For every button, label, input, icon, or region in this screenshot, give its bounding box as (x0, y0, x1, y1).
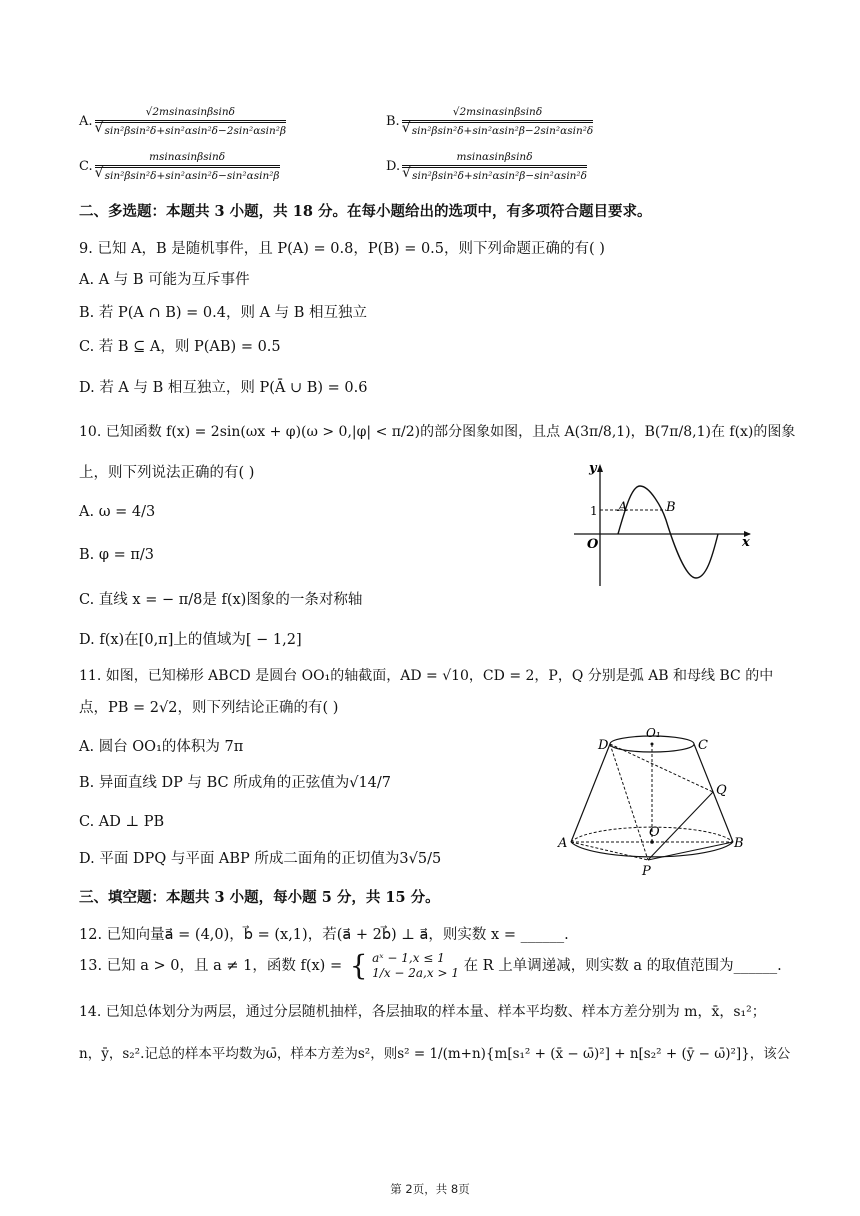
segment-dp (610, 744, 648, 860)
section2-title: 二、多选题：本题共 3 小题，共 18 分。在每小题给出的选项中，有多项符合题目要求。 (79, 203, 652, 220)
q9-option-b: B. 若 P(A ∩ B) = 0.4，则 A 与 B 相互独立 (79, 305, 368, 321)
q11-stem-line1: 11. 如图，已知梯形 ABCD 是圆台 OO₁的轴截面，AD = √10，CD = 2，P，Q 分别是弧 AB 和母线 BC 的中 (79, 668, 774, 684)
denominator: √ sin²βsin²δ+sin²αsin²β−2sin²αsin²δ (402, 122, 594, 139)
q9-stem: 9. 已知 A，B 是随机事件，且 P(A) = 0.8，P(B) = 0.5，则下列命题正确的有( ) (79, 241, 605, 257)
option-label: A. (79, 114, 93, 129)
graph-label-b: B (666, 500, 676, 515)
q10-option-c: C. 直线 x = − π/8是 f(x)图象的一条对称轴 (79, 592, 363, 608)
q13-case2: 1/x − 2a,x > 1 (372, 966, 459, 980)
option-fraction (402, 105, 594, 139)
denominator: √ sin²βsin²δ+sin²αsin²δ−sin²αsin²β (95, 167, 280, 184)
label-o: O (649, 825, 660, 840)
q9-option-c: C. 若 B ⊆ A，则 P(AB) = 0.5 (79, 339, 281, 355)
q10-option-d: D. f(x)在[0,π]上的值域为[ − 1,2] (79, 632, 302, 648)
q11-option-d: D. 平面 DPQ 与平面 ABP 所成二面角的正切值为3√5/5 (79, 851, 442, 867)
q13 (79, 951, 782, 981)
section3-title: 三、填空题：本题共 3 小题，每小题 5 分，共 15 分。 (79, 889, 440, 906)
q11-frustum-figure (556, 726, 752, 878)
q9-option-d: D. 若 A 与 B 相互独立，则 P(Ā ∪ B) = 0.6 (79, 380, 368, 396)
numerator: msinαsinβsinδ (95, 150, 280, 166)
q9-option-a: A. A 与 B 可能为互斥事件 (79, 272, 250, 288)
option-label: B. (386, 114, 400, 129)
q12: 12. 已知向量a⃗ = (4,0)，b⃗ = (x,1)，若(a⃗ + 2b⃗) ⊥ a⃗，则实数 x = ______. (79, 927, 569, 943)
graph-label-one: 1 (590, 504, 598, 518)
option-label: D. (386, 159, 401, 174)
q11-option-a: A. 圆台 OO₁的体积为 7π (79, 739, 244, 755)
q8-option-d (386, 150, 587, 184)
numerator: msinαsinβsinδ (402, 150, 587, 166)
q13-brace: { (349, 949, 368, 982)
q10-stem-line1: 10. 已知函数 f(x) = 2sin(ωx + φ)(ω > 0,|φ| < π/2)的部分图象如图，且点 A(3π/8,1)，B(7π/8,1)在 f(x)的图象 (79, 424, 796, 440)
label-a: A (558, 836, 568, 851)
graph-label-origin: O (587, 537, 599, 552)
option-fraction (402, 150, 587, 184)
numerator: √2msinαsinβsinδ (402, 105, 594, 121)
option-fraction (95, 105, 287, 139)
point-o (650, 840, 654, 844)
denominator: √ sin²βsin²δ+sin²αsin²β−sin²αsin²δ (402, 167, 587, 184)
q13-post: 在 R 上单调递减，则实数 a 的取值范围为______. (463, 958, 782, 974)
numerator: √2msinαsinβsinδ (95, 105, 287, 121)
graph-label-x: x (742, 535, 750, 550)
segment-ap (571, 842, 648, 860)
q10-option-b: B. φ = π/3 (79, 547, 155, 563)
segment-pb (648, 842, 733, 860)
q8-option-a (79, 105, 286, 139)
generatrix-bc (694, 744, 733, 842)
q8-option-c (79, 150, 280, 184)
q13-cases (372, 951, 459, 981)
bottom-ellipse-front (571, 842, 733, 857)
graph-label-y: y (589, 461, 597, 476)
graph-label-a: A (618, 500, 628, 515)
y-axis-arrow (597, 464, 603, 472)
q10-sine-graph (570, 458, 760, 590)
label-b: B (734, 836, 744, 851)
generatrix-ad (571, 744, 610, 842)
q13-case1: aˣ − 1,x ≤ 1 (372, 951, 445, 965)
option-label: C. (79, 159, 93, 174)
q11-option-c: C. AD ⊥ PB (79, 814, 165, 830)
q11-stem-line2: 点，PB = 2√2，则下列结论正确的有( ) (79, 700, 339, 716)
q10-stem-line2: 上，则下列说法正确的有( ) (79, 465, 255, 481)
label-q: Q (716, 783, 727, 798)
q10-option-a: A. ω = 4/3 (79, 504, 156, 520)
q14-line1: 14. 已知总体划分为两层，通过分层随机抽样，各层抽取的样本量、样本平均数、样本方差分别为 m，x̄，s₁²； (79, 1004, 766, 1020)
label-c: C (698, 738, 708, 753)
q13-pre: 13. 已知 a > 0，且 a ≠ 1，函数 f(x) = (79, 958, 343, 974)
q8-option-b (386, 105, 593, 139)
option-fraction (95, 150, 280, 184)
label-o1: O₁ (646, 726, 661, 740)
label-p: P (642, 864, 651, 878)
page-footer: 第 2页，共 8页 (390, 1182, 470, 1196)
label-d: D (598, 738, 609, 753)
point-o1 (651, 743, 654, 746)
q11-option-b: B. 异面直线 DP 与 BC 所成角的正弦值为√14/7 (79, 775, 392, 791)
denominator: √ sin²βsin²δ+sin²αsin²δ−2sin²αsin²β (95, 122, 287, 139)
q14-line2: n，ȳ，s₂².记总的样本平均数为ω̄，样本方差为s²，则s² = 1/(m+n){m[s₁² + (x̄ − ω̄)²] + n[s₂² + (ȳ − ω̄)²]}，该公 (79, 1046, 791, 1062)
